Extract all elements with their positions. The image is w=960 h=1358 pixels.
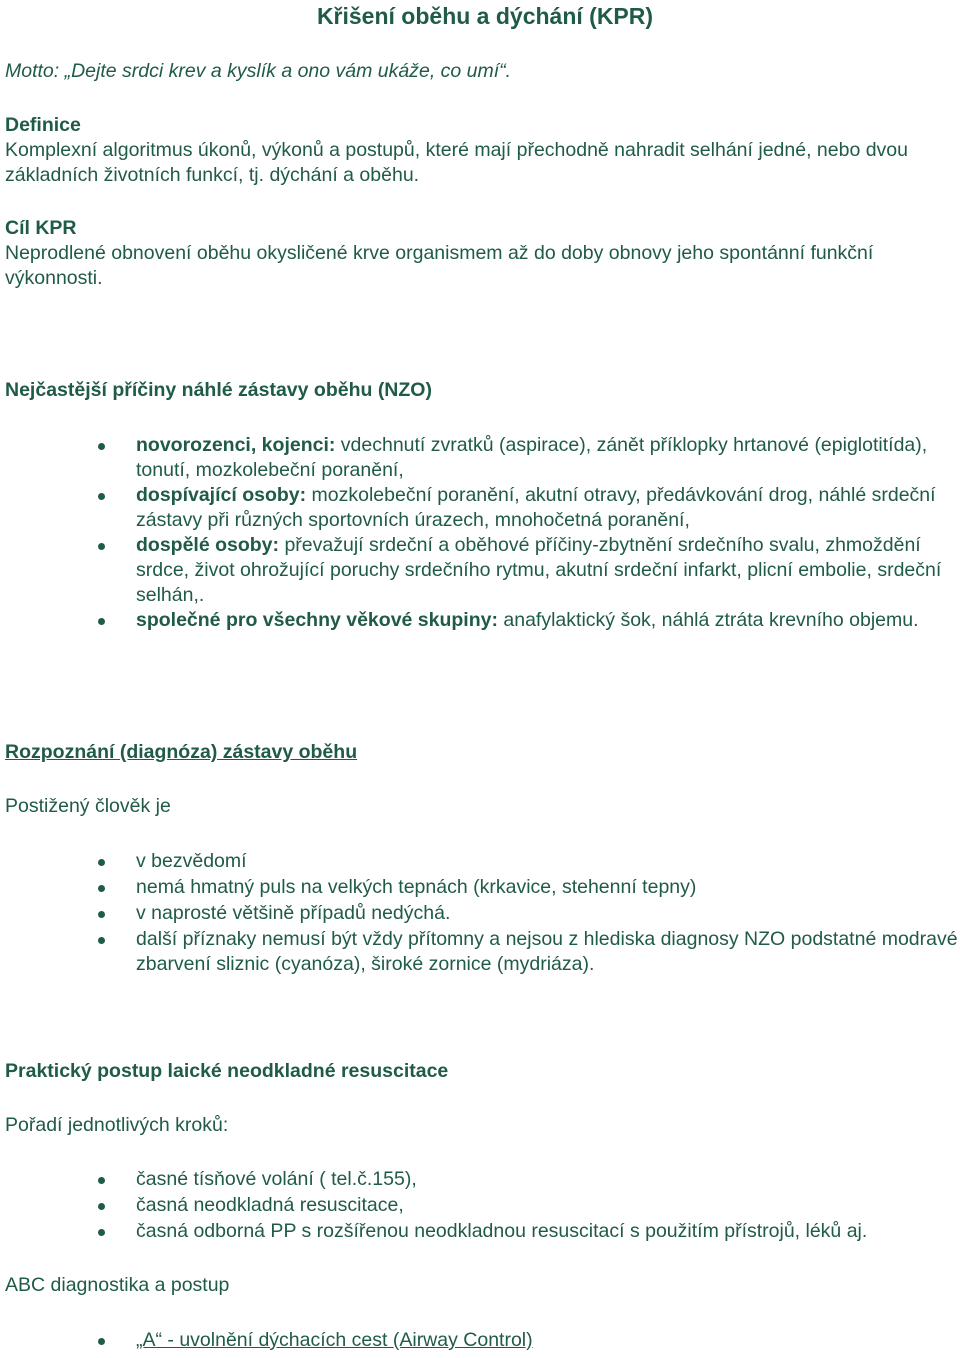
cil-heading: Cíl KPR: [5, 217, 77, 239]
item-label: novorozenci, kojenci:: [136, 434, 336, 456]
list-item: [0, 1328, 958, 1353]
item-text: časná odborná PP s rozšířenou neodkladnou resuscitací s použitím přístrojů, léků aj.: [136, 1220, 868, 1242]
list-item: [0, 901, 958, 926]
list-item: [0, 927, 958, 977]
item-text: vdechnutí zvratků (aspirace), zánět příklopky hrtanové (epiglotitída), tonutí, mozkolebeční poranění,: [136, 434, 928, 481]
item-text: časná neodkladná resuscitace,: [136, 1194, 404, 1216]
bullet-icon: [98, 885, 105, 892]
bullet-icon: [98, 1338, 105, 1345]
bullet-icon: [98, 443, 105, 450]
postup-heading: Praktický postup laické neodkladné resuscitace: [5, 1060, 449, 1082]
bullet-icon: [98, 1177, 105, 1184]
cil-text: Neprodlené obnovení oběhu okysličené krve organismem až do doby obnovy jeho spontánní funkční výkonnosti.: [5, 242, 874, 289]
postup-list: [0, 1167, 958, 1244]
definice-heading: Definice: [5, 114, 81, 136]
item-text: nemá hmatný puls na velkých tepnách (krkavice, stehenní tepny): [136, 876, 697, 898]
rozpoznani-intro: Postižený člověk je: [5, 795, 171, 817]
list-item: [0, 433, 958, 483]
list-item: [0, 533, 958, 608]
abc-list: [0, 1328, 958, 1353]
bullet-icon: [98, 859, 105, 866]
motto: Motto: „Dejte srdci krev a kyslík a ono vám ukáže, co umí“.: [5, 60, 512, 82]
bullet-icon: [98, 1229, 105, 1236]
item-label: společné pro všechny věkové skupiny:: [136, 609, 498, 631]
bullet-icon: [98, 911, 105, 918]
list-item: [0, 1219, 958, 1244]
item-text: v bezvědomí: [136, 850, 247, 872]
airway-link[interactable]: „A“ - uvolnění dýchacích cest (Airway Control): [136, 1329, 533, 1351]
item-label: dospívající osoby:: [136, 484, 307, 506]
definice-text: Komplexní algoritmus úkonů, výkonů a postupů, které mají přechodně nahradit selhání jedné, nebo dvou základních životních funkcí, tj. dýchání a oběhu.: [5, 139, 908, 186]
item-label: dospělé osoby:: [136, 534, 280, 556]
item-text: časné tísňové volání ( tel.č.155),: [136, 1168, 417, 1190]
bullet-icon: [98, 1203, 105, 1210]
priciny-list: [0, 433, 958, 633]
rozpoznani-list: [0, 849, 958, 977]
list-item: [0, 875, 958, 900]
list-item: [0, 849, 958, 874]
page-title: Křišení oběhu a dýchání (KPR): [316, 3, 654, 29]
item-text: další příznaky nemusí být vždy přítomny a nejsou z hlediska diagnosy NZO podstatné modravé zbarvení sliznic (cyanóza), široké zornice (mydriáza).: [136, 928, 958, 975]
list-item: [0, 1193, 958, 1218]
bullet-icon: [98, 937, 105, 944]
item-text: anafylaktický šok, náhlá ztráta krevního objemu.: [497, 609, 919, 631]
item-text: mozkolebeční poranění, akutní otravy, předávkování drog, náhlé srdeční zástavy při různých sportovních úrazech, mnohočetná poranění,: [136, 484, 936, 531]
abc-heading: ABC diagnostika a postup: [5, 1274, 230, 1296]
item-text: převažují srdeční a oběhové příčiny-zbytnění srdečního svalu, zhmoždění srdce, život ohrožující poruchy srdečního rytmu, akutní srdeční infarkt, plicní embolie, srdeční selhán,.: [136, 534, 942, 606]
priciny-heading: Nejčastější příčiny náhlé zástavy oběhu (NZO): [5, 379, 432, 401]
item-text: v naprosté většině případů nedýchá.: [136, 902, 451, 924]
postup-intro: Pořadí jednotlivých kroků:: [5, 1114, 229, 1136]
bullet-icon: [98, 493, 105, 500]
list-item: [0, 1167, 958, 1192]
list-item: [0, 483, 958, 533]
rozpoznani-heading: Rozpoznání (diagnóza) zástavy oběhu: [5, 741, 358, 763]
bullet-icon: [98, 618, 105, 625]
bullet-icon: [98, 543, 105, 550]
list-item: [0, 608, 958, 633]
